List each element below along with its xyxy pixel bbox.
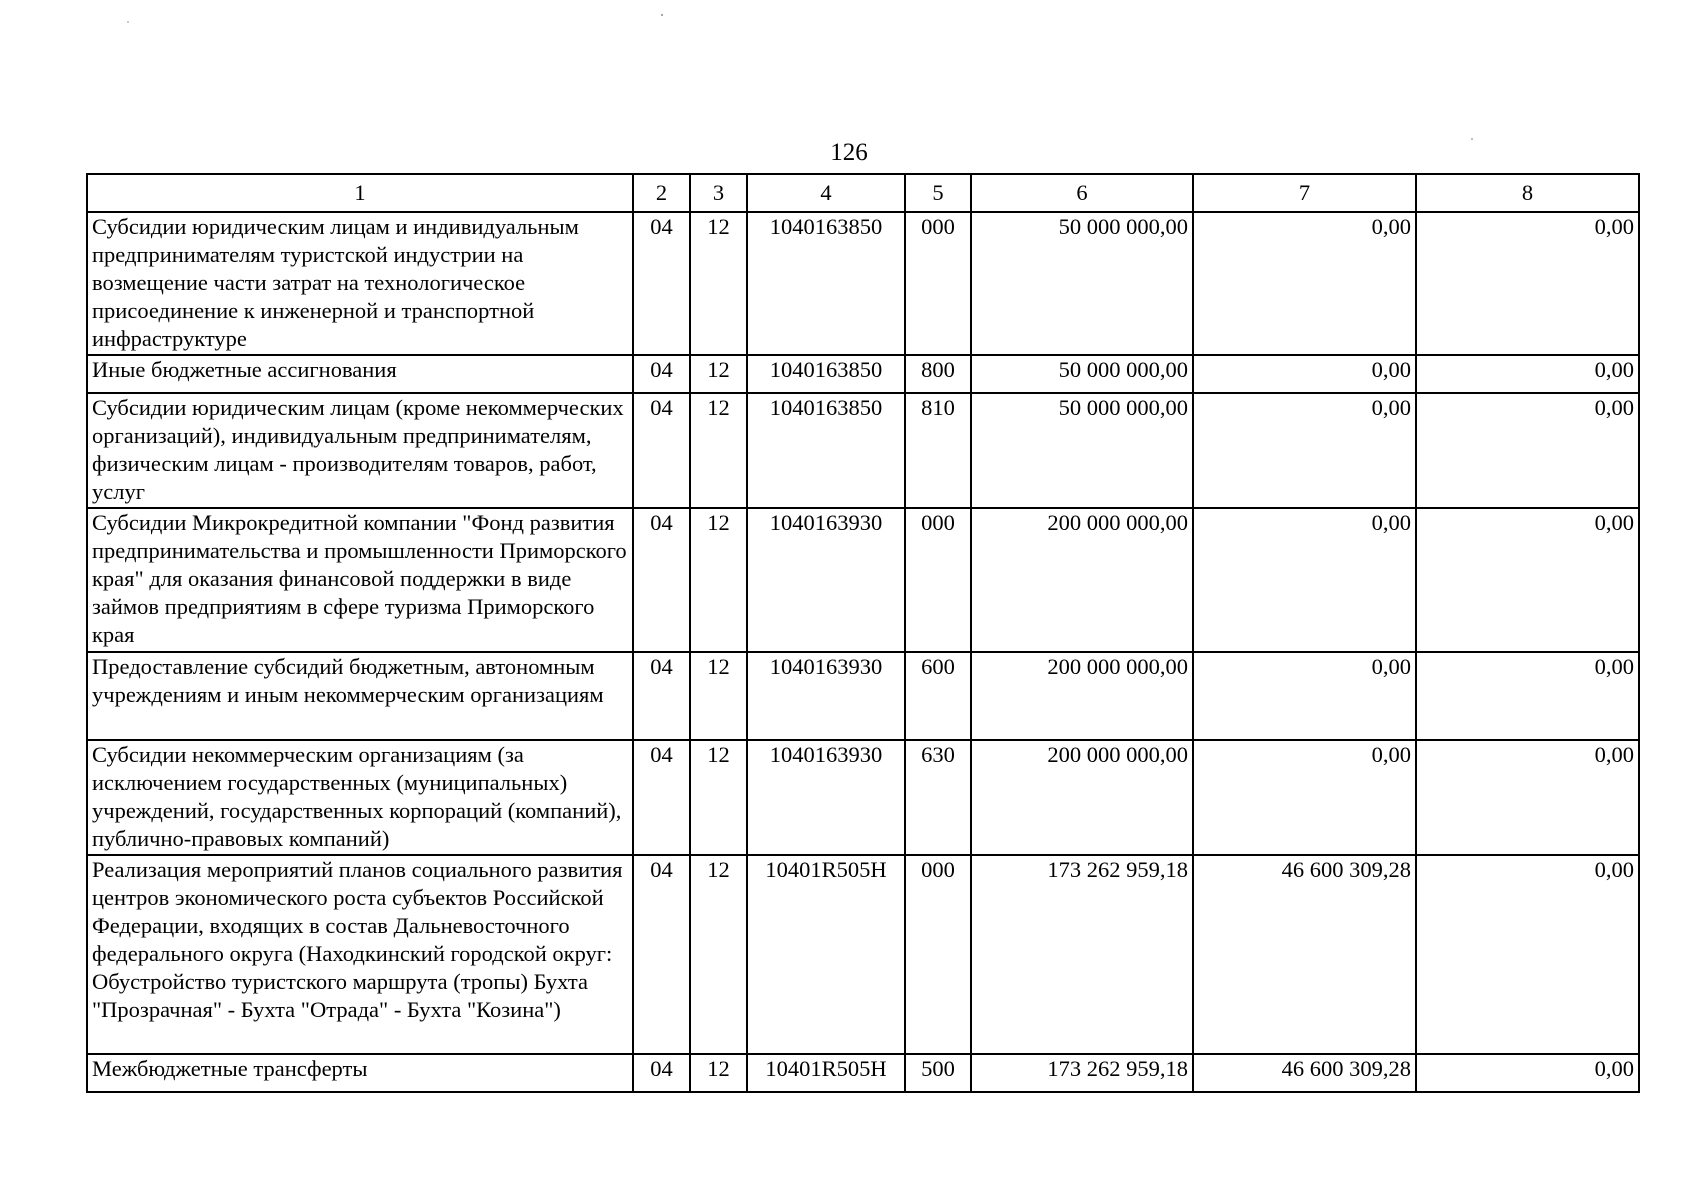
row-amount-col8: 0,00 <box>1416 508 1639 652</box>
row-amount-col6: 200 000 000,00 <box>971 740 1193 855</box>
row-description: Реализация мероприятий планов социального развития центров экономического роста субъектов Российской Федерации, входящих в состав Дальневосточного федерального округа (Находкинский городской округ: Обустройство туристского маршрута (тропы) Бухта "Прозрачная" - Бухта "Отрада" - Бухта "Козина") <box>87 855 633 1054</box>
row-section: 04 <box>633 355 690 393</box>
row-amount-col6: 50 000 000,00 <box>971 212 1193 355</box>
row-amount-col8: 0,00 <box>1416 393 1639 508</box>
row-amount-col7: 0,00 <box>1193 212 1416 355</box>
row-subsection: 12 <box>690 355 747 393</box>
row-subsection: 12 <box>690 740 747 855</box>
row-expense-type: 600 <box>905 652 971 740</box>
row-amount-col6: 173 262 959,18 <box>971 855 1193 1054</box>
row-target-article: 1040163850 <box>747 212 905 355</box>
table-row <box>87 212 1639 355</box>
row-amount-col8: 0,00 <box>1416 355 1639 393</box>
row-target-article: 1040163850 <box>747 393 905 508</box>
header-col-5: 5 <box>905 174 971 212</box>
row-amount-col7: 0,00 <box>1193 393 1416 508</box>
row-subsection: 12 <box>690 212 747 355</box>
table-body <box>87 212 1639 1092</box>
row-expense-type: 000 <box>905 855 971 1054</box>
row-description: Субсидии юридическим лицам и индивидуальным предпринимателям туристской индустрии на возмещение части затрат на технологическое присоединение к инженерной и транспортной инфраструктуре <box>87 212 633 355</box>
table-row <box>87 855 1639 1054</box>
row-section: 04 <box>633 652 690 740</box>
table-header <box>87 174 1639 212</box>
row-amount-col6: 173 262 959,18 <box>971 1054 1193 1092</box>
row-description: Межбюджетные трансферты <box>87 1054 633 1092</box>
row-section: 04 <box>633 740 690 855</box>
row-amount-col7: 0,00 <box>1193 355 1416 393</box>
table-row <box>87 355 1639 393</box>
row-description: Иные бюджетные ассигнования <box>87 355 633 393</box>
table-row <box>87 393 1639 508</box>
row-description: Субсидии некоммерческим организациям (за исключением государственных (муниципальных) учреждений, государственных корпораций (компаний), публично-правовых компаний) <box>87 740 633 855</box>
page-number: 126 <box>830 139 868 166</box>
header-col-7: 7 <box>1193 174 1416 212</box>
row-target-article: 1040163930 <box>747 740 905 855</box>
row-subsection: 12 <box>690 393 747 508</box>
row-amount-col8: 0,00 <box>1416 855 1639 1054</box>
row-description: Субсидии юридическим лицам (кроме некоммерческих организаций), индивидуальным предпринимателям, физическим лицам - производителям товаров, работ, услуг <box>87 393 633 508</box>
row-amount-col8: 0,00 <box>1416 1054 1639 1092</box>
row-section: 04 <box>633 212 690 355</box>
row-subsection: 12 <box>690 508 747 652</box>
table-row <box>87 740 1639 855</box>
row-target-article: 1040163930 <box>747 508 905 652</box>
row-amount-col7: 46 600 309,28 <box>1193 855 1416 1054</box>
row-target-article: 10401R505H <box>747 855 905 1054</box>
row-amount-col6: 50 000 000,00 <box>971 355 1193 393</box>
row-description: Субсидии Микрокредитной компании "Фонд развития предпринимательства и промышленности Приморского края" для оказания финансовой поддержки в виде займов предприятиям в сфере туризма Приморского края <box>87 508 633 652</box>
row-expense-type: 000 <box>905 508 971 652</box>
row-expense-type: 000 <box>905 212 971 355</box>
table-row <box>87 508 1639 652</box>
row-amount-col7: 0,00 <box>1193 652 1416 740</box>
header-col-2: 2 <box>633 174 690 212</box>
row-amount-col7: 46 600 309,28 <box>1193 1054 1416 1092</box>
header-col-4: 4 <box>747 174 905 212</box>
row-section: 04 <box>633 1054 690 1092</box>
row-section: 04 <box>633 393 690 508</box>
budget-table <box>86 173 1640 1093</box>
row-amount-col8: 0,00 <box>1416 212 1639 355</box>
row-amount-col8: 0,00 <box>1416 740 1639 855</box>
row-amount-col6: 200 000 000,00 <box>971 508 1193 652</box>
row-subsection: 12 <box>690 652 747 740</box>
row-amount-col8: 0,00 <box>1416 652 1639 740</box>
table-row <box>87 652 1639 740</box>
row-expense-type: 500 <box>905 1054 971 1092</box>
row-expense-type: 630 <box>905 740 971 855</box>
row-amount-col6: 200 000 000,00 <box>971 652 1193 740</box>
row-expense-type: 810 <box>905 393 971 508</box>
row-subsection: 12 <box>690 1054 747 1092</box>
header-col-3: 3 <box>690 174 747 212</box>
header-col-6: 6 <box>971 174 1193 212</box>
header-row <box>87 174 1639 212</box>
header-col-1: 1 <box>87 174 633 212</box>
row-description: Предоставление субсидий бюджетным, автономным учреждениям и иным некоммерческим организациям <box>87 652 633 740</box>
row-amount-col7: 0,00 <box>1193 740 1416 855</box>
row-amount-col6: 50 000 000,00 <box>971 393 1193 508</box>
row-subsection: 12 <box>690 855 747 1054</box>
row-target-article: 1040163930 <box>747 652 905 740</box>
row-expense-type: 800 <box>905 355 971 393</box>
row-section: 04 <box>633 855 690 1054</box>
table-row <box>87 1054 1639 1092</box>
row-target-article: 1040163850 <box>747 355 905 393</box>
row-section: 04 <box>633 508 690 652</box>
header-col-8: 8 <box>1416 174 1639 212</box>
row-target-article: 10401R505H <box>747 1054 905 1092</box>
row-amount-col7: 0,00 <box>1193 508 1416 652</box>
